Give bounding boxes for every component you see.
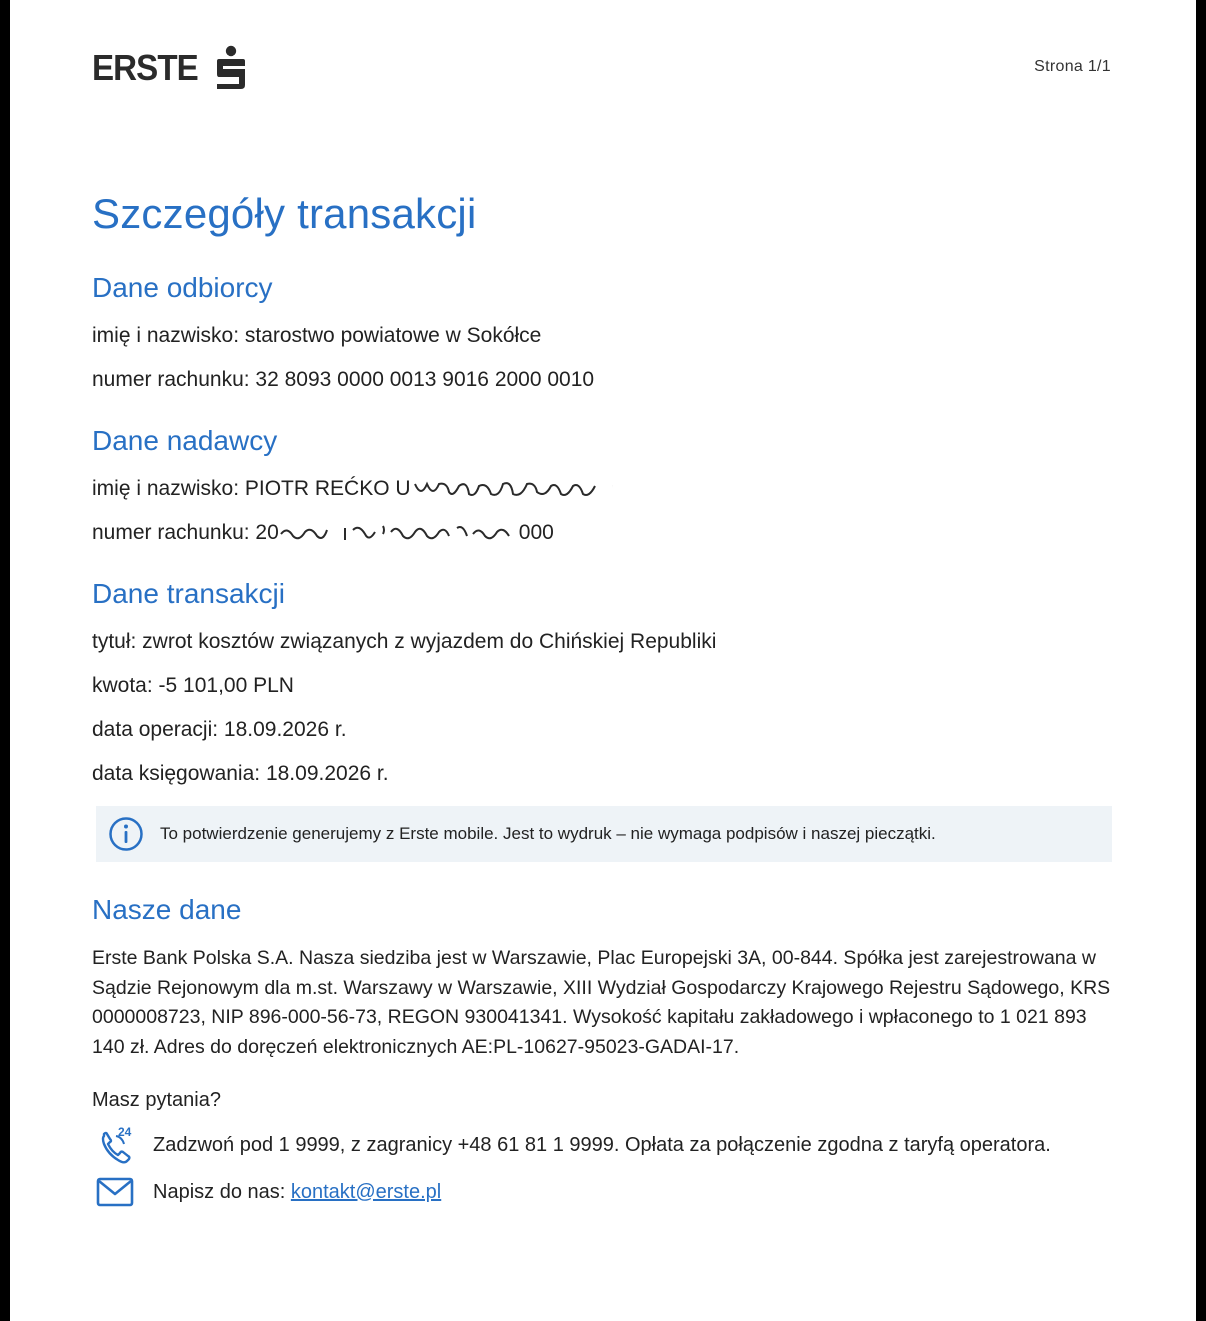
transaction-title: tytuł: zwrot kosztów związanych z wyjazdem do Chińskiej Republiki — [92, 630, 717, 653]
sender-account-row — [92, 521, 554, 545]
info-text: To potwierdzenie generujemy z Erste mobile. Jest to wydruk – nie wymaga podpisów i naszej pieczątki. — [160, 824, 936, 843]
recipient-account: numer rachunku: 32 8093 0000 0013 9016 2000 0010 — [92, 368, 595, 391]
redaction-scribble — [279, 522, 519, 544]
erste-s-logo-icon — [213, 45, 249, 91]
operation-date: data operacji: 18.09.2026 r. — [92, 718, 347, 741]
company-details: Erste Bank Polska S.A. Nasza siedziba jest w Warszawie, Plac Europejski 3A, 00-844. Spółka jest zarejestrowana w Sądzie Rejonowym dla m.st. Warszawy w Warszawie, XIII Wydział Gospodarczy Krajowego Rejestru Sądowego, KRS 0000008723, NIP 896-000-56-73, REGON 930041341. Wysokość kapitału zakładowego i wpłaconego to 1 021 893 140 zł. Adres do doręczeń elektronicznych AE:PL-10627-95023-GADAI-17. — [92, 947, 1111, 1058]
sender-name-row — [92, 477, 613, 501]
phone-24-icon — [96, 1124, 140, 1166]
info-circle-icon — [108, 816, 144, 852]
questions-label: Masz pytania? — [92, 1089, 221, 1111]
transaction-heading: Dane transakcji — [92, 578, 285, 609]
sender-account-suffix: 000 — [518, 521, 554, 544]
info-box — [96, 806, 1112, 862]
page-title: Szczegóły transakcji — [92, 190, 477, 237]
sender-heading: Dane nadawcy — [92, 425, 278, 456]
booking-date: data księgowania: 18.09.2026 r. — [92, 762, 389, 785]
envelope-icon — [96, 1176, 140, 1208]
sender-account-prefix: numer rachunku: 20 — [92, 521, 279, 544]
company-heading: Nasze dane — [92, 894, 242, 925]
redaction-scribble — [413, 478, 613, 500]
logo-text: ERSTE — [92, 47, 198, 88]
phone-contact — [96, 1124, 1051, 1166]
recipient-name: imię i nazwisko: starostwo powiatowe w Sokółce — [92, 324, 542, 347]
phone-badge: 24 — [118, 1125, 132, 1139]
email-link[interactable]: kontakt@erste.pl — [290, 1180, 442, 1203]
erste-logo — [92, 44, 249, 92]
document-page — [10, 0, 1196, 1321]
mail-contact — [96, 1176, 441, 1208]
mail-row-text — [153, 1181, 441, 1204]
mail-label: Napisz do nas: — [153, 1180, 291, 1203]
phone-text: Zadzwoń pod 1 9999, z zagranicy +48 61 81 1 9999. Opłata za połączenie zgodna z taryfą operatora. — [153, 1133, 1051, 1156]
recipient-heading: Dane odbiorcy — [92, 272, 273, 303]
page-number: Strona 1/1 — [1034, 58, 1111, 75]
sender-name: imię i nazwisko: PIOTR REĆKO U — [92, 477, 411, 500]
transaction-amount: kwota: -5 101,00 PLN — [92, 674, 294, 697]
